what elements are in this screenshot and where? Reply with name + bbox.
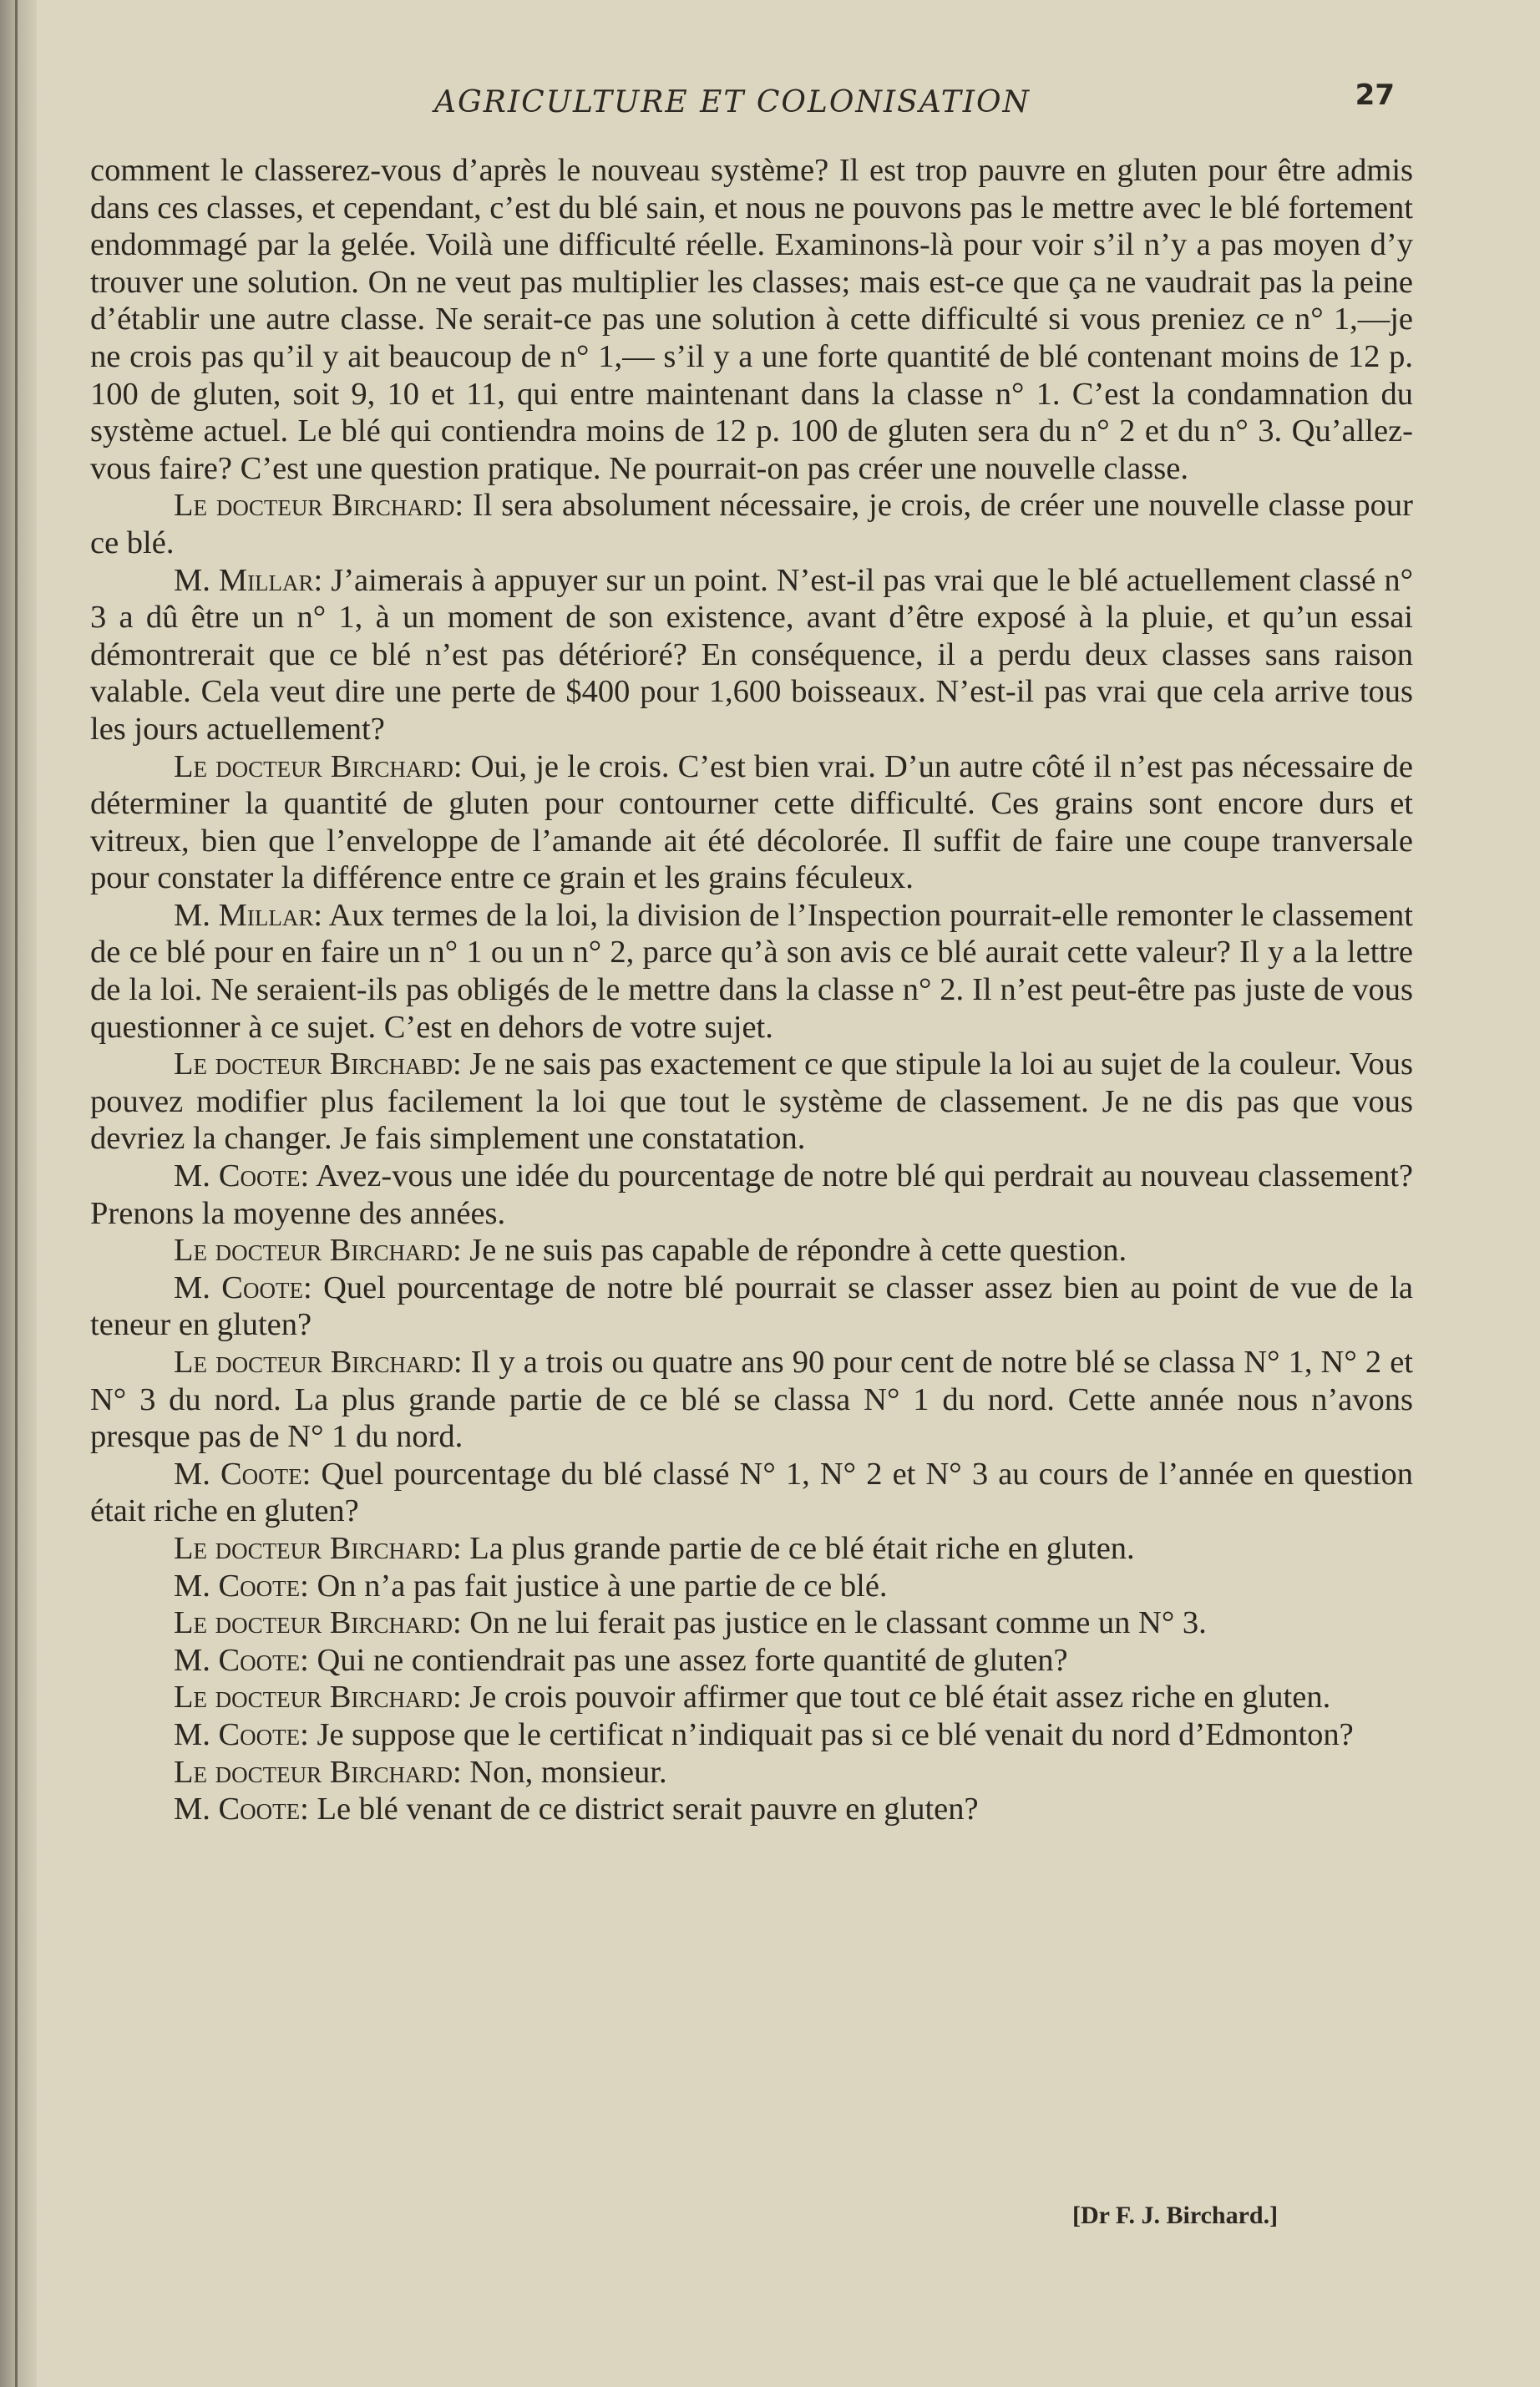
running-title: AGRICULTURE ET COLONISATION: [434, 85, 1031, 119]
speaker-name: M. Coote:: [174, 1792, 309, 1827]
speaker-name: M. Coote:: [174, 1158, 310, 1194]
speaker-name: Le docteur Birchard:: [174, 1605, 462, 1641]
paragraph-text: Il sera absolument nécessaire, je crois, de créer une nouvelle classe pour ce blé.: [90, 488, 1413, 560]
speaker-name: Le docteur Birchard:: [174, 1233, 462, 1269]
paragraph-text: Je crois pouvoir affirmer que tout ce blé était assez riche en gluten.: [461, 1680, 1331, 1715]
speaker-name: M. Coote:: [174, 1568, 309, 1604]
speaker-name: M. Millar:: [174, 562, 323, 598]
paragraph: [90, 562, 1413, 748]
paragraph: [90, 897, 1413, 1046]
body-text: [90, 152, 1413, 1828]
paragraph-text: On n’a pas fait justice à une partie de ce blé.: [308, 1568, 888, 1604]
speaker-name: Le docteur Birchabd:: [174, 1047, 462, 1082]
paragraph-text: Je ne suis pas capable de répondre à cette question.: [461, 1233, 1127, 1269]
paragraph: [90, 1158, 1413, 1232]
paragraph: [90, 1232, 1413, 1270]
paragraph-text: Quel pourcentage de notre blé pourrait se classer assez bien au point de vue de la teneur en gluten?: [90, 1270, 1414, 1343]
speaker-name: Le docteur Birchard:: [174, 1754, 462, 1790]
paragraph: [90, 1642, 1413, 1680]
paragraph: [90, 1791, 1413, 1828]
paragraph-text: Quel pourcentage du blé classé N° 1, N° 2 et N° 3 au cours de l’année en question était riche en gluten?: [90, 1456, 1413, 1529]
paragraph-text: comment le classerez-vous d’après le nouveau système? Il est trop pauvre en gluten pour être admis dans ces classes, et cependant, c’est du blé sain, et nous ne pouvons pas le mettre avec le blé fortement endommagé par la gelée. Voilà une difficulté réelle. Examinons-là pour voir s’il n’y a pas moyen d’y trouver une solution. On ne veut pas multiplier les classes; mais est-ce que ça ne vaudrait pas la peine d’établir une autre classe. Ne serait-ce pas une solution à cette difficulté si vous preniez ce n° 1,—je ne crois pas qu’il y ait beaucoup de n° 1,— s’il y a une forte quantité de blé contenant moins de 12 p. 100 de gluten, soit 9, 10 et 11, qui entre maintenant dans la classe n° 1. C’est la condamnation du système actuel. Le blé qui contiendra moins de 12 p. 100 de gluten sera du n° 2 et du n° 3. Qu’allez-vous faire? C’est une question pratique. Ne pourrait-on pas créer une nouvelle classe.: [90, 153, 1413, 486]
binding-line: [15, 0, 18, 2387]
paragraph-text: Le blé venant de ce district serait pauvre en gluten?: [308, 1792, 979, 1827]
paragraph: [90, 1344, 1413, 1456]
paragraph: [90, 1046, 1413, 1158]
speaker-name: Le docteur Birchard:: [174, 1680, 462, 1715]
paragraph: [90, 1456, 1413, 1530]
paragraph: [90, 1530, 1413, 1568]
paragraph: [90, 1679, 1413, 1716]
paragraph: [90, 487, 1413, 561]
paragraph: [90, 1716, 1413, 1754]
speaker-name: Le docteur Birchard:: [174, 1345, 463, 1380]
paragraph-text: Je suppose que le certificat n’indiquait pas si ce blé venait du nord d’Edmonton?: [308, 1716, 1354, 1752]
paragraph: [90, 1754, 1413, 1792]
paragraph: [90, 1568, 1413, 1605]
speaker-name: M. Coote:: [174, 1456, 312, 1492]
paragraph-text: On ne lui ferait pas justice en le classant comme un N° 3.: [461, 1605, 1207, 1641]
book-spine-shadow: [0, 0, 37, 2387]
speaker-name: Le docteur Birchard:: [174, 748, 463, 784]
paragraph-text: Non, monsieur.: [461, 1754, 667, 1790]
paragraph-text: Avez-vous une idée du pourcentage de notre blé qui perdrait au nouveau classement? Prenons la moyenne des années.: [90, 1158, 1414, 1231]
paragraph: [90, 748, 1413, 897]
speaker-name: M. Coote:: [174, 1642, 309, 1678]
speaker-name: M. Coote:: [174, 1716, 309, 1752]
speaker-name: Le docteur Birchard:: [174, 488, 464, 524]
paragraph: [90, 1604, 1413, 1642]
paragraph-text: Qui ne contiendrait pas une assez forte quantité de gluten?: [308, 1642, 1068, 1678]
paragraph-text: Oui, je le crois. C’est bien vrai. D’un autre côté il n’est pas nécessaire de déterminer la quantité de gluten pour contourner cette difficulté. Ces grains sont encore durs et vitreux, bien que l’enveloppe de l’amande ait été décolorée. Il suffit de faire une coupe tranversale pour constater la différence entre ce grain et les grains féculeux.: [90, 748, 1413, 896]
paragraph: [90, 1270, 1413, 1344]
paragraph-text: Je ne sais pas exactement ce que stipule la loi au sujet de la couleur. Vous pouvez modifier plus facilement la loi que tout le système de classement. Je ne dis pas que vous devriez la changer. Je fais simplement une constatation.: [90, 1047, 1414, 1157]
speaker-name: M. Coote:: [174, 1270, 312, 1305]
speaker-signature: [Dr F. J. Birchard.]: [1072, 2202, 1279, 2229]
page-header: [92, 73, 1395, 132]
paragraph-text: Il y a trois ou quatre ans 90 pour cent de notre blé se classa N° 1, N° 2 et N° 3 du nord. La plus grande partie de ce blé se classa N° 1 du nord. Cette année nous n’avons presque pas de N° 1 du nord.: [90, 1345, 1413, 1455]
page-number: 27: [1355, 79, 1395, 112]
paragraph-text: La plus grande partie de ce blé était riche en gluten.: [461, 1530, 1135, 1566]
speaker-name: Le docteur Birchard:: [174, 1530, 462, 1566]
paragraph: [90, 152, 1413, 487]
paragraph-text: J’aimerais à appuyer sur un point. N’est-il pas vrai que le blé actuellement classé n° 3 a dû être un n° 1, à un moment de son existence, avant d’être exposé à la pluie, et qu’un essai démontrerait que ce blé n’est pas détérioré? En conséquence, il a perdu deux classes sans raison valable. Cela veut dire une perte de $400 pour 1,600 boisseaux. N’est-il pas vrai que cela arrive tous les jours actuellement?: [90, 562, 1413, 747]
speaker-name: M. Millar:: [174, 897, 323, 933]
paragraph-text: Aux termes de la loi, la division de l’Inspection pourrait-elle remonter le classement de ce blé pour en faire un n° 1 ou un n° 2, parce qu’à son avis ce blé aurait cette valeur? Il y a la lettre de la loi. Ne seraient-ils pas obligés de le mettre dans la classe n° 2. Il n’est peut-être pas juste de vous questionner à ce sujet. C’est en dehors de votre sujet.: [90, 897, 1413, 1045]
